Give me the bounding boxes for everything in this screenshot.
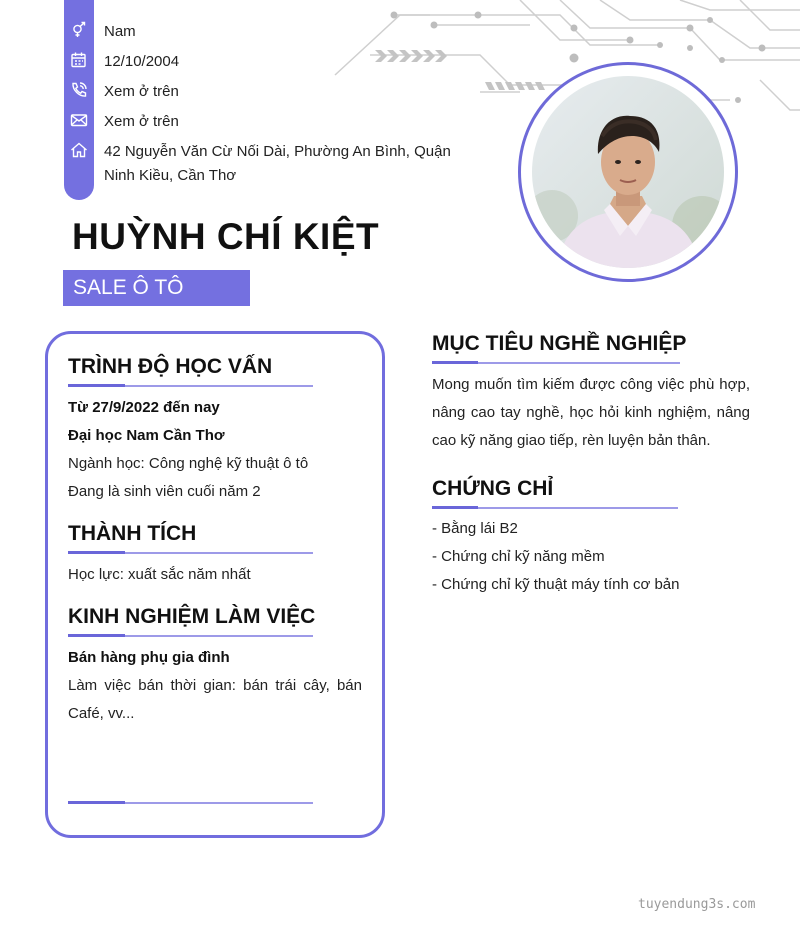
- gender-value: Nam: [104, 23, 136, 40]
- education-title: TRÌNH ĐỘ HỌC VẤN: [68, 355, 273, 378]
- certificate-item: - Bằng lái B2: [432, 520, 518, 537]
- certificates-title: CHỨNG CHỈ: [432, 477, 554, 500]
- experience-underline: [68, 635, 313, 637]
- certificate-item: - Chứng chỉ kỹ năng mềm: [432, 548, 605, 565]
- achievements-item: Học lực: xuất sắc năm nhất: [68, 566, 251, 583]
- objective-text: Mong muốn tìm kiếm được công việc phù hợp, nâng cao tay nghề, học hỏi kinh nghiệm, nâng cao kỹ năng giao tiếp, rèn luyện bản thân.: [432, 376, 750, 449]
- candidate-name: HUỲNH CHÍ KIỆT: [72, 216, 380, 257]
- experience-title: KINH NGHIỆM LÀM VIỆC: [68, 605, 316, 628]
- home-icon: [70, 141, 88, 159]
- address-value: 42 Nguyễn Văn Cừ Nối Dài, Phường An Bình, Quận Ninh Kiều, Cần Thơ: [104, 143, 451, 184]
- education-underline: [68, 385, 313, 387]
- experience-desc: Làm việc bán thời gian: bán trái cây, bán Café, vv...: [68, 677, 362, 722]
- education-major: Ngành học: Công nghệ kỹ thuật ô tô: [68, 455, 309, 472]
- certificate-item: - Chứng chỉ kỹ thuật máy tính cơ bản: [432, 576, 680, 593]
- gender-icon: [70, 21, 88, 39]
- watermark-text: tuyendung3s.com: [638, 897, 756, 912]
- birthday-value: 12/10/2004: [104, 53, 180, 70]
- objective-underline: [432, 362, 680, 364]
- achievements-underline: [68, 552, 313, 554]
- mail-icon: [70, 111, 88, 129]
- achievements-title: THÀNH TÍCH: [68, 522, 197, 545]
- calendar-icon: [70, 51, 88, 69]
- job-title-badge: SALE Ô TÔ: [63, 270, 250, 306]
- objective-title: MỤC TIÊU NGHỀ NGHIỆP: [432, 332, 687, 355]
- box-bottom-divider: [68, 802, 313, 804]
- education-school: Đại học Nam Cần Thơ: [68, 427, 225, 444]
- phone-value: Xem ở trên: [104, 83, 179, 100]
- experience-role: Bán hàng phụ gia đình: [68, 649, 230, 666]
- education-period: Từ 27/9/2022 đến nay: [68, 399, 220, 416]
- education-status: Đang là sinh viên cuối năm 2: [68, 483, 261, 500]
- avatar: [532, 76, 724, 268]
- phone-icon: [70, 81, 88, 99]
- email-value: Xem ở trên: [104, 113, 179, 130]
- certificates-underline: [432, 507, 678, 509]
